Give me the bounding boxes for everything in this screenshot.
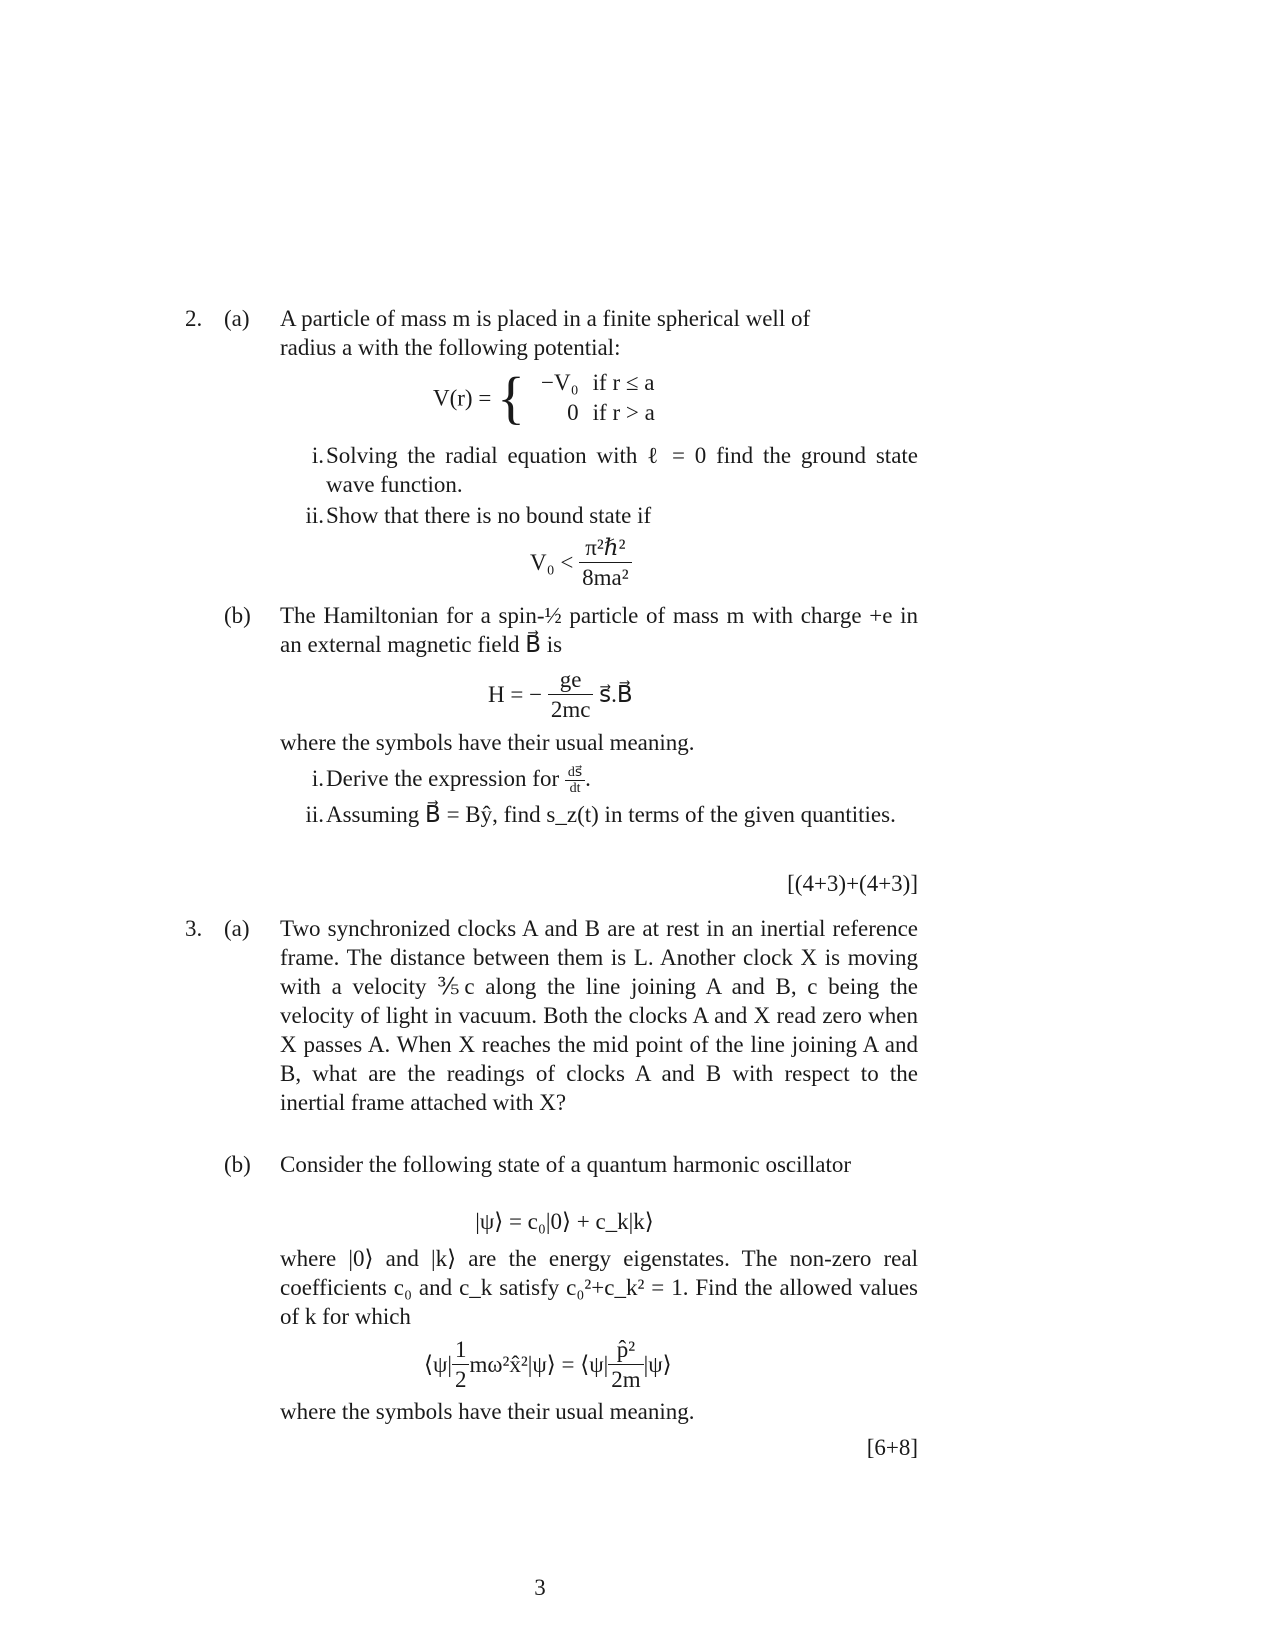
q2b-ii-text: Assuming B⃗ = Bŷ, find s_z(t) in terms of the given quantities.: [326, 802, 896, 827]
eq-expect-kinetic: [608, 1335, 643, 1394]
eq-expect-half: [452, 1335, 470, 1394]
part-label-3a: (a): [224, 916, 250, 941]
piecewise-cases: [531, 368, 655, 428]
case2-condition: if r > a: [592, 400, 655, 425]
eq-hamiltonian-lhs: H = −: [488, 682, 543, 707]
eq-bound-denominator: 8ma²: [579, 562, 632, 592]
subpart-label-2a-i: i.: [311, 443, 324, 468]
equation-state: |ψ⟩ = c₀|0⟩ + c_k|k⟩: [475, 1209, 654, 1234]
q2a-text-line2: radius a with the following potential:: [280, 335, 621, 360]
eq-bound-numerator: π²ℏ²: [585, 535, 626, 560]
q2a-i-text: Solving the radial equation with ℓ = 0 find the ground state wave function.: [326, 443, 918, 497]
eq-hamiltonian-rhs: s⃗.B⃗: [599, 682, 633, 707]
case1-condition: if r ≤ a: [592, 370, 655, 395]
page-number: 3: [534, 1575, 546, 1600]
eq-expect-rhs-b: |ψ⟩: [643, 1352, 672, 1377]
eq-expect-half-num: 1: [454, 1337, 467, 1362]
subpart-label-2b-i: i.: [311, 766, 324, 791]
q3b-text: Consider the following state of a quantum harmonic oscillator: [280, 1152, 852, 1177]
eq-expect-kinetic-den: 2m: [608, 1364, 643, 1394]
eq-bound-lhs: V₀ <: [530, 550, 574, 575]
ds-dt-fraction: [565, 765, 585, 796]
q2b-after-text: where the symbols have their usual meaning.: [280, 730, 695, 755]
eq-bound-fraction: [579, 533, 632, 592]
part-label-3b: (b): [224, 1152, 251, 1177]
eq-potential-lhs: V(r) =: [433, 385, 492, 411]
q3b-text-2: where |0⟩ and |k⟩ are the energy eigenstates. The non-zero real coefficients c₀ and c_k satisfy c₀²+c_k² = 1. Find the allowed values of k for which: [280, 1246, 918, 1329]
q3-marks: [6+8]: [866, 1435, 918, 1460]
eq-expect-half-den: 2: [452, 1364, 470, 1394]
q2-marks: [(4+3)+(4+3)]: [787, 871, 918, 896]
q2b-i-text: Derive the expression for: [326, 766, 560, 791]
subpart-label-2a-ii: ii.: [305, 503, 324, 528]
equation-potential: [433, 365, 733, 430]
equation-bound-condition: [530, 533, 632, 592]
ds-dt-numerator: ds⃗: [567, 765, 583, 781]
case2-value: 0: [567, 400, 579, 425]
question-number-3: 3.: [185, 916, 203, 941]
q2a-text-line1: A particle of mass m is placed in a finite spherical well of: [280, 306, 811, 331]
part-label-2a: (a): [224, 306, 250, 331]
case1-value: −V₀: [541, 370, 579, 395]
eq-expect-kinetic-num: p̂²: [616, 1337, 636, 1362]
q2b-text: The Hamiltonian for a spin-½ particle of mass m with charge +e in an external magnetic field B⃗ is: [280, 603, 918, 657]
left-brace-symbol: {: [497, 365, 525, 430]
eq-hamiltonian-fraction: [548, 665, 594, 724]
equation-expectation: [424, 1335, 672, 1394]
q3b-after-text: where the symbols have their usual meaning.: [280, 1399, 695, 1424]
eq-hamiltonian-numerator: ge: [559, 667, 582, 692]
q2a-ii-text: Show that there is no bound state if: [326, 503, 652, 528]
question-number-2: 2.: [185, 306, 203, 331]
q2b-i-line: [326, 764, 918, 796]
ds-dt-denominator: dt: [565, 780, 585, 796]
part-label-2b: (b): [224, 603, 251, 628]
q2b-i-period: .: [585, 766, 591, 791]
eq-hamiltonian-denominator: 2mc: [548, 694, 594, 724]
q3a-text: Two synchronized clocks A and B are at rest in an inertial reference frame. The distance between them is L. Another clock X is moving with a velocity ⅗c along the line joining A and B, c being the velocity of light in vacuum. Both the clocks A and X read zero when X passes A. When X reaches the mid point of the line joining A and B, what are the readings of clocks A and B with respect to the inertial frame attached with X?: [280, 916, 918, 1115]
eq-expect-lhs-b: mω²x̂²|ψ⟩ = ⟨ψ|: [469, 1352, 609, 1377]
equation-hamiltonian: [488, 665, 633, 724]
subpart-label-2b-ii: ii.: [305, 802, 324, 827]
eq-expect-lhs-a: ⟨ψ|: [424, 1352, 452, 1377]
